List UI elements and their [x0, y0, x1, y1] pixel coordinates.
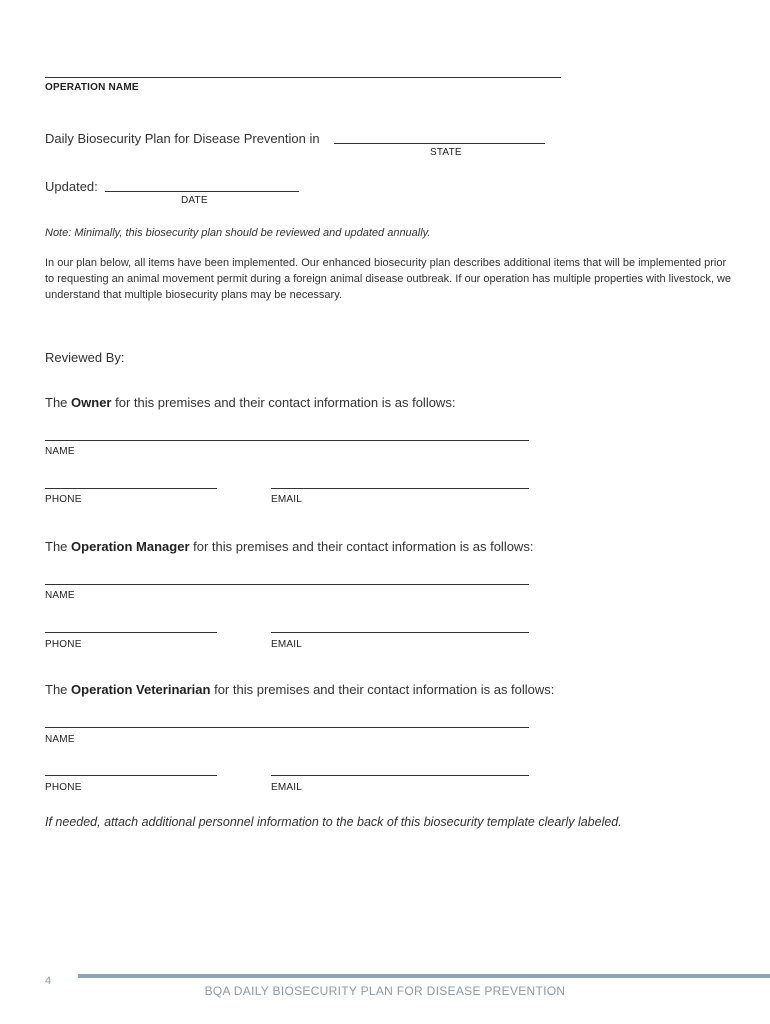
- date-line[interactable]: [105, 191, 299, 192]
- state-line[interactable]: [334, 143, 545, 144]
- veterinarian-phone-label: PHONE: [45, 782, 82, 793]
- manager-email-label: EMAIL: [271, 639, 303, 650]
- owner-heading: [45, 395, 455, 410]
- footer-divider: [78, 974, 770, 978]
- owner-email-label: EMAIL: [271, 494, 303, 505]
- owner-suffix: for this premises and their contact information is as follows:: [115, 395, 456, 410]
- page-number: 4: [45, 975, 52, 987]
- intro-paragraph: In our plan below, all items have been implemented. Our enhanced biosecurity plan describes additional items that will be implemented prior to requesting an animal movement permit during a foreign animal disease outbreak. If our operation has multiple properties with livestock, we understand that multiple biosecurity plans may be necessary.: [45, 257, 732, 301]
- attach-note: If needed, attach additional personnel information to the back of this biosecurity template clearly labeled.: [45, 815, 622, 829]
- review-note: Note: Minimally, this biosecurity plan should be reviewed and updated annually.: [45, 227, 431, 239]
- veterinarian-suffix: for this premises and their contact information is as follows:: [214, 682, 555, 697]
- owner-prefix: The: [45, 395, 68, 410]
- veterinarian-prefix: The: [45, 682, 68, 697]
- manager-prefix: The: [45, 539, 68, 554]
- date-label: DATE: [181, 195, 208, 206]
- operation-name-label: OPERATION NAME: [45, 82, 139, 93]
- reviewed-by-heading: Reviewed By:: [45, 350, 125, 365]
- veterinarian-email-line[interactable]: [271, 775, 529, 776]
- plan-title: Daily Biosecurity Plan for Disease Prevention in: [45, 131, 320, 146]
- manager-phone-label: PHONE: [45, 639, 82, 650]
- owner-email-line[interactable]: [271, 488, 529, 489]
- owner-name-line[interactable]: [45, 440, 529, 441]
- veterinarian-phone-line[interactable]: [45, 775, 217, 776]
- owner-role: Owner: [71, 395, 112, 410]
- manager-phone-line[interactable]: [45, 632, 217, 633]
- owner-phone-line[interactable]: [45, 488, 217, 489]
- manager-name-line[interactable]: [45, 584, 529, 585]
- veterinarian-role: Operation Veterinarian: [71, 682, 211, 697]
- veterinarian-heading: [45, 682, 554, 697]
- veterinarian-name-line[interactable]: [45, 727, 529, 728]
- updated-label: Updated:: [45, 179, 98, 194]
- manager-suffix: for this premises and their contact information is as follows:: [193, 539, 534, 554]
- manager-email-line[interactable]: [271, 632, 529, 633]
- veterinarian-name-label: NAME: [45, 734, 75, 745]
- manager-name-label: NAME: [45, 590, 75, 601]
- operation-name-line[interactable]: [45, 77, 561, 78]
- footer-title: BQA DAILY BIOSECURITY PLAN FOR DISEASE PREVENTION: [204, 984, 566, 998]
- state-label: STATE: [430, 147, 462, 158]
- veterinarian-email-label: EMAIL: [271, 782, 303, 793]
- manager-role: Operation Manager: [71, 539, 190, 554]
- manager-heading: [45, 539, 533, 554]
- owner-phone-label: PHONE: [45, 494, 82, 505]
- owner-name-label: NAME: [45, 446, 75, 457]
